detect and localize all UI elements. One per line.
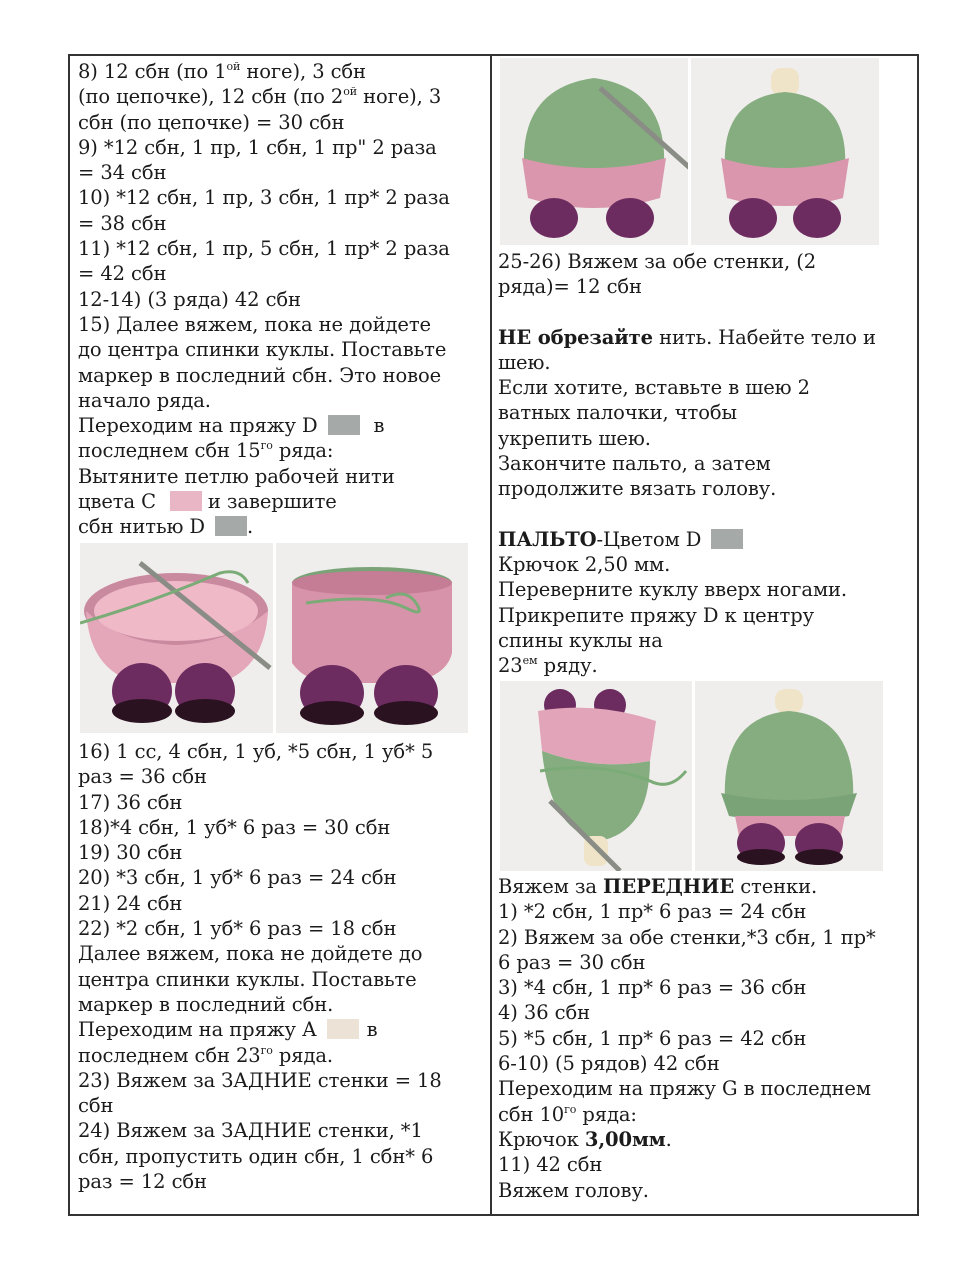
photo-pants-side	[276, 543, 468, 733]
yarn-g-row-line: сбн $10^{го}$ ряда:	[498, 1102, 637, 1126]
front-loops-line: Вяжем за ПЕРЕДНИЕ стенки.	[498, 875, 818, 898]
instruction-line: 6-10) (5 рядов) 42 сбн	[498, 1052, 720, 1076]
instruction-line: 15) Далее вяжем, пока не дойдете	[78, 312, 431, 336]
instruction-line: 18)*4 сбн, 1 уб* 6 раз = 30 сбн	[78, 815, 391, 839]
instruction-line: 19) 30 сбн	[78, 841, 183, 865]
instruction-line: центра спинки куклы. Поставьте	[78, 967, 417, 991]
instruction-line: 4) 36 сбн	[498, 1001, 590, 1025]
instruction-line: 21) 24 сбн	[78, 891, 183, 915]
instruction-line: до центра спинки куклы. Поставьте	[78, 338, 447, 362]
right-instructions-block-4	[498, 899, 918, 1101]
instruction-line: 20) *3 сбн, 1 уб* 6 раз = 24 сбн	[78, 866, 397, 890]
instruction-line: 10) *12 сбн, 1 пр, 3 сбн, 1 пр* 2 раза	[78, 186, 450, 210]
photo-pants-front	[80, 543, 273, 733]
instruction-line: 8) 12 сбн (по $1^{ой}$ ноге), 3 сбн	[78, 60, 366, 83]
instruction-line: 11) *12 сбн, 1 пр, 5 сбн, 1 пр* 2 раза	[78, 237, 450, 261]
instruction-line: = 34 сбн	[78, 161, 167, 185]
instruction-line: 24) Вяжем за ЗАДНИЕ стенки, *1	[78, 1119, 423, 1143]
instruction-line: Вяжем голову.	[498, 1178, 649, 1202]
instruction-line: шею.	[498, 350, 551, 374]
hook-line: Крючок 3,00мм.	[498, 1127, 672, 1151]
instruction-line: Переверните куклу вверх ногами.	[498, 578, 848, 602]
yarn-d-row-line: последнем сбн $15^{го}$ ряда:	[78, 439, 334, 463]
color-c-line: цвета С и завершите	[78, 490, 337, 514]
instruction-line: раз = 36 сбн	[78, 765, 207, 789]
yarn-c-swatch	[170, 491, 202, 511]
instruction-line: 12-14) (3 ряда) 42 сбн	[78, 287, 301, 311]
instruction-line: Крючок 2,50 мм.	[498, 552, 671, 576]
yarn-d-swatch	[328, 415, 360, 435]
left-instructions-block-3	[78, 1068, 484, 1194]
left-column-lower	[78, 739, 484, 1194]
pattern-page	[68, 54, 919, 1216]
instruction-line: Если хотите, вставьте в шею 2	[498, 376, 810, 400]
yarn-d-line: Переходим на пряжу D в	[78, 414, 385, 438]
yarn-a-line: Переходим на пряжу А в	[78, 1018, 378, 1042]
right-column	[498, 249, 918, 678]
instruction-line: 23) Вяжем за ЗАДНИЕ стенки = 18	[78, 1068, 442, 1092]
instruction-line: Прикрепите пряжу D к центру	[498, 603, 814, 627]
instruction-line: ватных палочки, чтобы	[498, 401, 737, 425]
instruction-line: 5) *5 сбн, 1 пр* 6 раз = 42 сбн	[498, 1026, 807, 1050]
left-column	[78, 59, 484, 540]
instruction-line: 25-26) Вяжем за обе стенки, (2	[498, 250, 817, 273]
photo-coat-upside	[500, 681, 692, 871]
instruction-line: 22) *2 сбн, 1 уб* 6 раз = 18 сбн	[78, 917, 397, 941]
left-instructions-block-1	[78, 59, 484, 413]
instruction-line: укрепить шею.	[498, 426, 651, 450]
instruction-line: сбн, пропустить один сбн, 1 сбн* 6	[78, 1144, 434, 1168]
instruction-line: продолжите вязать голову.	[498, 477, 777, 501]
right-column-lower	[498, 874, 918, 1203]
instruction-line: сбн (по цепочке) = 30 сбн	[78, 110, 345, 134]
instruction-line: спины куклы на	[498, 628, 663, 652]
instruction-line: сбн	[78, 1094, 114, 1118]
right-instructions-block-1	[498, 249, 918, 300]
instruction-line: маркер в последний сбн.	[78, 992, 334, 1016]
instruction-line: 16) 1 сс, 4 сбн, 1 уб, *5 сбн, 1 уб* 5	[78, 740, 434, 763]
left-instructions-block-2	[78, 739, 484, 1017]
instruction-line: 3) *4 сбн, 1 пр* 6 раз = 36 сбн	[498, 976, 807, 1000]
instruction-line: 2) Вяжем за обе стенки,*3 сбн, 1 пр*	[498, 925, 876, 949]
right-instructions-block-2	[498, 350, 918, 502]
instruction-line: 6 раз = 30 сбн	[498, 950, 646, 974]
instruction-line: 9) *12 сбн, 1 пр, 1 сбн, 1 пр" 2 раза	[78, 135, 437, 159]
photo-coat-upright	[695, 681, 883, 871]
instruction-line: 11) 42 сбн	[498, 1153, 603, 1177]
column-divider	[490, 56, 492, 1214]
photo-body-hook	[500, 58, 688, 245]
instruction-line: раз = 12 сбн	[78, 1170, 207, 1194]
yarn-a-row-line: последнем сбн $23^{го}$ ряда.	[78, 1043, 333, 1067]
yarn-d-swatch-2	[215, 516, 247, 536]
instruction-line: Далее вяжем, пока не дойдете до	[78, 942, 423, 966]
instruction-line: Закончите пальто, а затем	[498, 452, 771, 476]
yarn-d-swatch-3	[711, 529, 743, 549]
coat-heading: ПАЛЬТО-Цветом D	[498, 527, 918, 552]
row23-line: $23^{ем}$ ряду.	[498, 654, 598, 678]
instruction-line: = 38 сбн	[78, 211, 167, 235]
instruction-line: Переходим на пряжу G в последнем	[498, 1077, 871, 1101]
right-instructions-block-3	[498, 552, 918, 653]
cut-line: НЕ обрезайте нить. Набейте тело и	[498, 325, 876, 349]
yarn-a-swatch	[327, 1019, 359, 1039]
instruction-line: 1) *2 сбн, 1 пр* 6 раз = 24 сбн	[498, 900, 807, 924]
pull-loop-line: Вытяните петлю рабочей нити	[78, 464, 395, 488]
instruction-line: (по цепочке), 12 сбн (по $2^{ой}$ ноге), 3	[78, 85, 442, 109]
instruction-line: = 42 сбн	[78, 262, 167, 286]
right-instructions-block-5	[498, 1152, 918, 1203]
photo-body-neck	[691, 58, 879, 245]
instruction-line: начало ряда.	[78, 388, 211, 412]
instruction-line: 17) 36 сбн	[78, 790, 183, 814]
instruction-line: маркер в последний сбн. Это новое	[78, 363, 442, 387]
finish-d-line: сбн нитью D .	[78, 515, 254, 539]
instruction-line: ряда)= 12 сбн	[498, 275, 642, 299]
